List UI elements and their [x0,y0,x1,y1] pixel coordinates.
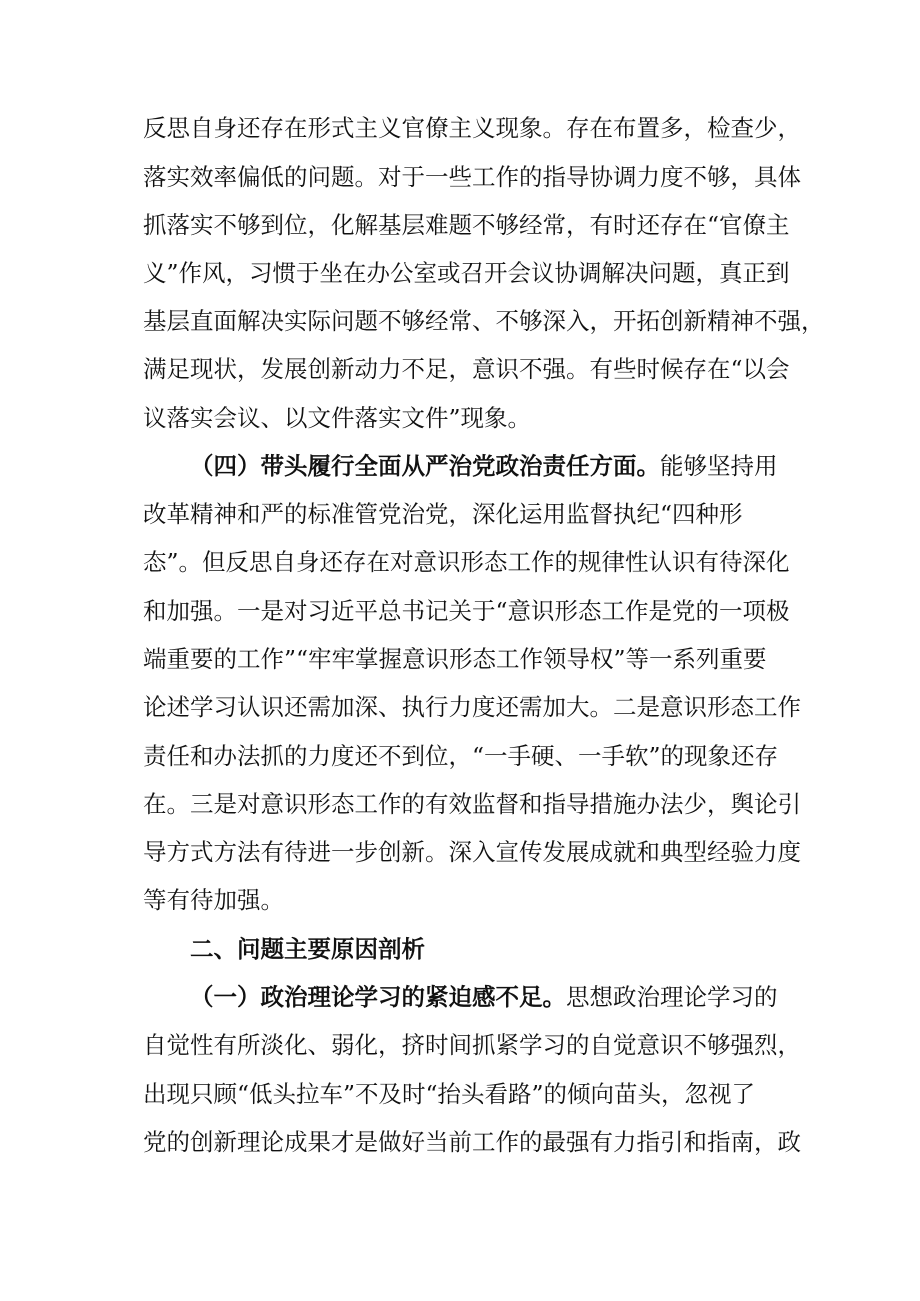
paragraph-line: 议落实会议、以文件落实文件”现象。 [143,404,532,432]
paragraph-line: 满足现状，发展创新动力不足，意识不强。有些时候存在“以会 [143,355,790,383]
paragraph-line: 导方式方法有待进一步创新。深入宣传发展成就和典型经验力度 [143,838,801,866]
section-four-first-line [190,451,793,481]
paragraph-line: 落实效率偏低的问题。对于一些工作的指导协调力度不够，具体 [143,163,801,191]
part-two-heading: 二、问题主要原因剖析 [190,935,425,963]
subsection-one-first-text: 思想政治理论学习的 [566,983,778,1011]
paragraph-line: 反思自身还存在形式主义官僚主义现象。存在布置多，检查少， [143,114,801,142]
paragraph-line: 义”作风，习惯于坐在办公室或召开会议协调解决问题，真正到 [143,259,790,287]
paragraph-line: 改革精神和严的标准管党治党，深化运用监督执纪“四种形 [143,500,743,528]
paragraph-line: 出现只顾“低头拉车”不及时“抬头看路”的倾向苗头，忽视了 [143,1080,756,1108]
section-four-first-text: 能够坚持用 [660,452,778,480]
subsection-one-title: （一）政治理论学习的紧迫感不足。 [190,983,566,1011]
paragraph-line: 论述学习认识还需加深、执行力度还需加大。二是意识形态工作 [143,693,801,721]
paragraph-line: 等有待加强。 [143,886,284,914]
paragraph-line: 责任和办法抓的力度还不到位，“一手硬、一手软”的现象还存 [143,742,779,770]
subsection-one-first-line [190,982,793,1012]
paragraph-line: 和加强。一是对习近平总书记关于“意识形态工作是党的一项极 [143,597,790,625]
paragraph-line: 端重要的工作”“牢牢掌握意识形态工作领导权”等一系列重要 [143,645,767,673]
paragraph-line: 态”。但反思自身还存在对意识形态工作的规律性认识有待深化 [143,548,790,576]
paragraph-line: 党的创新理论成果才是做好当前工作的最强有力指引和指南，政 [143,1128,801,1156]
paragraph-line: 基层直面解决实际问题不够经常、不够深入，开拓创新精神不强， [143,307,825,335]
paragraph-line: 自觉性有所淡化、弱化，挤时间抓紧学习的自觉意识不够强烈， [143,1031,801,1059]
paragraph-line: 抓落实不够到位，化解基层难题不够经常，有时还存在“官僚主 [143,211,790,239]
paragraph-line: 在。三是对意识形态工作的有效监督和指导措施办法少，舆论引 [143,790,801,818]
section-four-title: （四）带头履行全面从严治党政治责任方面。 [190,452,660,480]
